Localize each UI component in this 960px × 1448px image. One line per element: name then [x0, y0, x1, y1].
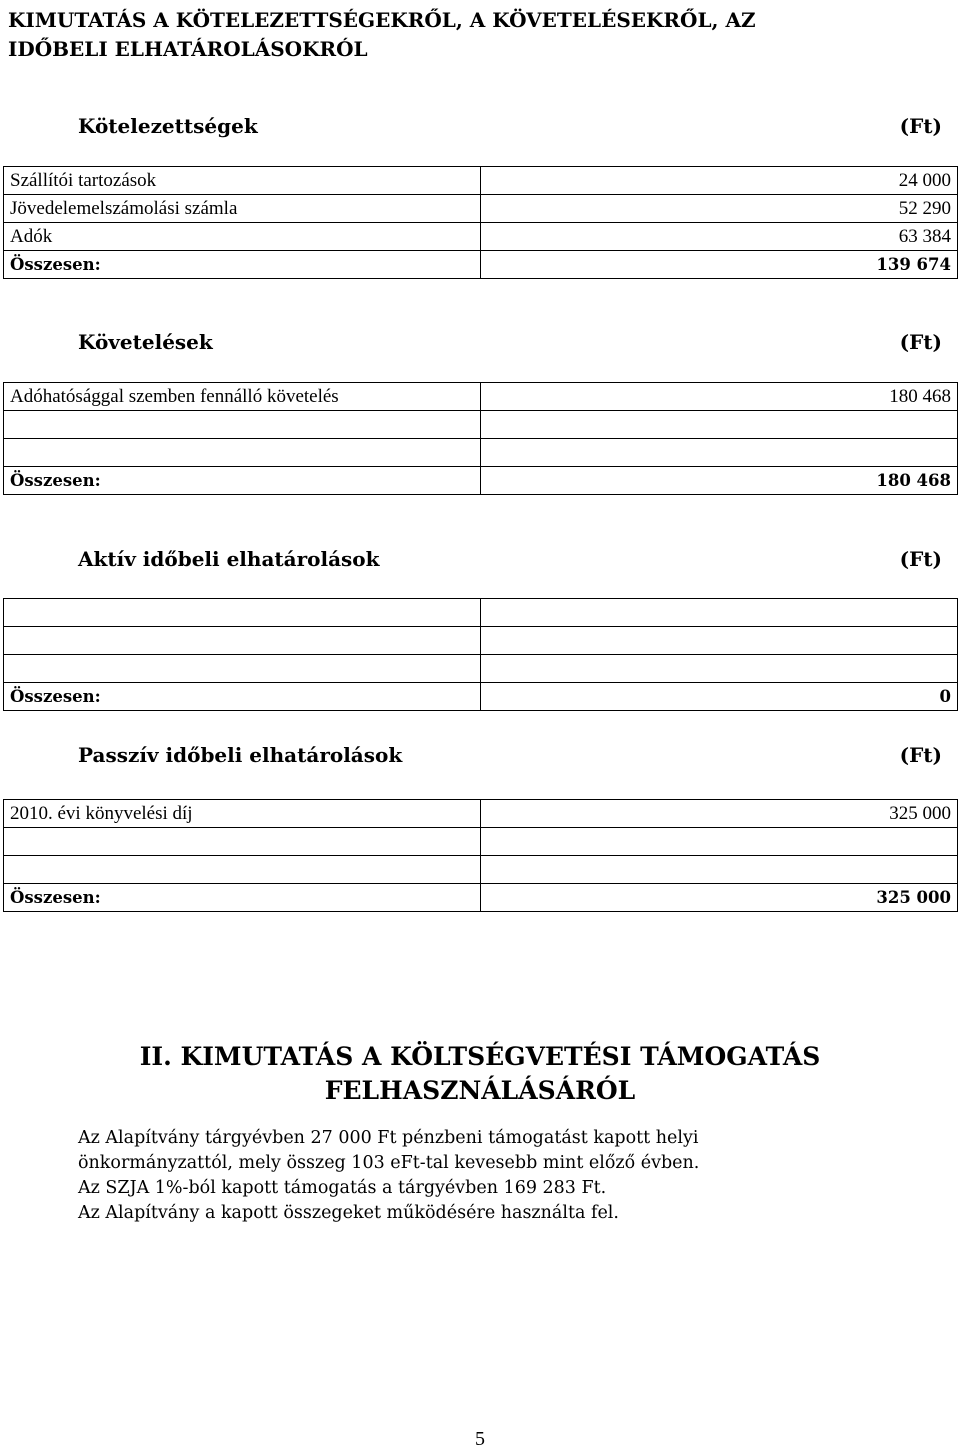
- table-row: [4, 439, 958, 467]
- paragraph-line: Az SZJA 1%-ból kapott támogatás a tárgyévben 169 283 Ft.: [78, 1178, 607, 1198]
- section2-paragraph: [78, 1126, 938, 1226]
- row-value: [481, 411, 958, 439]
- row-label: [4, 655, 481, 683]
- total-row: [4, 884, 958, 912]
- row-value: 52 290: [481, 195, 958, 223]
- passive-accruals-heading: Passzív időbeli elhatárolások: [78, 743, 403, 767]
- table-row: [4, 383, 958, 411]
- row-label: 2010. évi könyvelési díj: [4, 800, 481, 828]
- receivables-unit: (Ft): [899, 330, 942, 354]
- row-label: [4, 411, 481, 439]
- total-row: [4, 251, 958, 279]
- row-label: Szállítói tartozások: [4, 167, 481, 195]
- paragraph-line: önkormányzattól, mely összeg 103 eFt-tal kevesebb mint előző évben.: [78, 1153, 700, 1173]
- row-label: [4, 439, 481, 467]
- section2-title-line-2: FELHASZNÁLÁSÁRÓL: [324, 1076, 636, 1105]
- row-value: [481, 828, 958, 856]
- document-title: [8, 6, 948, 64]
- total-value: 180 468: [481, 467, 958, 495]
- document-title-line-1: KIMUTATÁS A KÖTELEZETTSÉGEKRŐL, A KÖVETELÉSEKRŐL, AZ: [8, 8, 756, 32]
- total-value: 139 674: [481, 251, 958, 279]
- row-value: [481, 856, 958, 884]
- liabilities-table: [3, 166, 958, 279]
- table-row: [4, 599, 958, 627]
- liabilities-header: [78, 111, 942, 141]
- passive-accruals-header: [78, 740, 942, 770]
- table-row: [4, 627, 958, 655]
- section2-title-line-1: II. KIMUTATÁS A KÖLTSÉGVETÉSI TÁMOGATÁS: [139, 1042, 821, 1071]
- total-label: Összesen:: [4, 884, 481, 912]
- table-row: [4, 828, 958, 856]
- row-value: [481, 599, 958, 627]
- receivables-table: [3, 382, 958, 495]
- table-row: [4, 411, 958, 439]
- active-accruals-heading: Aktív időbeli elhatárolások: [78, 547, 380, 571]
- passive-accruals-table: [3, 799, 958, 912]
- total-label: Összesen:: [4, 683, 481, 711]
- table-row: [4, 223, 958, 251]
- row-value: 325 000: [481, 800, 958, 828]
- total-value: 325 000: [481, 884, 958, 912]
- row-value: 24 000: [481, 167, 958, 195]
- total-label: Összesen:: [4, 467, 481, 495]
- row-value: [481, 439, 958, 467]
- active-accruals-header: [78, 544, 942, 574]
- liabilities-unit: (Ft): [899, 114, 942, 138]
- paragraph-line: Az Alapítvány tárgyévben 27 000 Ft pénzbeni támogatást kapott helyi: [78, 1128, 699, 1148]
- row-label: [4, 828, 481, 856]
- receivables-header: [78, 327, 942, 357]
- row-label: [4, 856, 481, 884]
- table-row: [4, 195, 958, 223]
- liabilities-heading: Kötelezettségek: [78, 114, 258, 138]
- section2-title: [0, 1040, 960, 1108]
- row-value: 180 468: [481, 383, 958, 411]
- document-title-line-2: IDŐBELI ELHATÁROLÁSOKRÓL: [8, 37, 368, 61]
- row-value: 63 384: [481, 223, 958, 251]
- table-row: [4, 655, 958, 683]
- total-value: 0: [481, 683, 958, 711]
- table-row: [4, 856, 958, 884]
- table-row: [4, 800, 958, 828]
- table-row: [4, 167, 958, 195]
- active-accruals-table: [3, 598, 958, 711]
- row-value: [481, 655, 958, 683]
- row-label: [4, 599, 481, 627]
- page-number: 5: [475, 1428, 485, 1448]
- row-label: Adók: [4, 223, 481, 251]
- row-label: Jövedelemelszámolási számla: [4, 195, 481, 223]
- total-row: [4, 683, 958, 711]
- total-label: Összesen:: [4, 251, 481, 279]
- paragraph-line: Az Alapítvány a kapott összegeket működésére használta fel.: [78, 1203, 619, 1223]
- active-accruals-unit: (Ft): [899, 547, 942, 571]
- passive-accruals-unit: (Ft): [899, 743, 942, 767]
- total-row: [4, 467, 958, 495]
- row-value: [481, 627, 958, 655]
- row-label: [4, 627, 481, 655]
- row-label: Adóhatósággal szemben fennálló követelés: [4, 383, 481, 411]
- receivables-heading: Követelések: [78, 330, 213, 354]
